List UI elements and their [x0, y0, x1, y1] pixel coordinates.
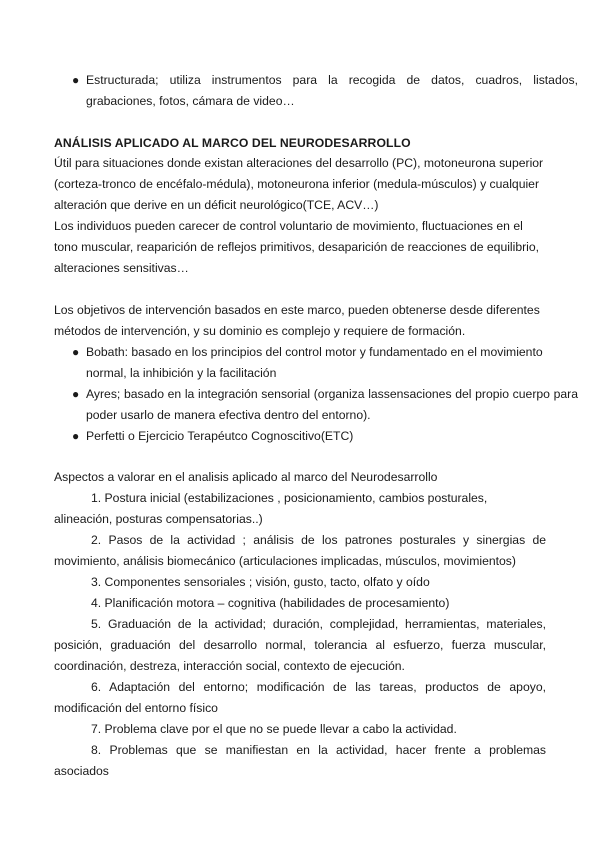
bullet-dot: ● [72, 345, 80, 359]
method-text: Perfetti o Ejercicio Terapéutco Cognoscitivo(ETC) [86, 429, 354, 443]
bullet-dot: ● [72, 429, 80, 443]
bullet-dot: ● [72, 387, 80, 401]
aspect-item-6: 6. Adaptación del entorno; modificación de las tareas, productos de apoyo, modificación del entorno físico [54, 680, 546, 715]
aspect-item-3: 3. Componentes sensoriales ; visión, gusto, tacto, olfato y oído [91, 575, 430, 589]
method-bullet-bobath [54, 342, 578, 384]
aspect-item-5: 5. Graduación de la actividad; duración, complejidad, herramientas, materiales, posición, graduación del desarrollo normal, tolerancia al esfuerzo, fuerza muscular, coordinación, destreza, interacción social, contexto de ejecución. [54, 617, 546, 673]
paragraph-3: Los objetivos de intervención basados en este marco, pueden obtenerse desde diferentes métodos de intervención, y su dominio es complejo y requiere de formación. [54, 303, 540, 338]
method-bullet-perfetti [54, 426, 578, 447]
aspect-item-2: 2. Pasos de la actividad ; análisis de los patrones posturales y sinergias de movimiento, análisis biomecánico (articulaciones implicadas, músculos, movimientos) [54, 533, 546, 568]
method-bullet-ayres [54, 384, 578, 426]
intro-bullet [54, 70, 578, 112]
aspect-item-8: 8. Problemas que se manifiestan en la actividad, hacer frente a problemas asociados [54, 743, 546, 778]
aspect-item-1: 1. Postura inicial (estabilizaciones , posicionamiento, cambios posturales, alineación, posturas compensatorias..) [54, 491, 488, 526]
aspect-item-7: 7. Problema clave por el que no se puede llevar a cabo la actividad. [91, 722, 457, 736]
aspect-item-4: 4. Planificación motora – cognitiva (habilidades de procesamiento) [91, 596, 450, 610]
section-heading: ANÁLISIS APLICADO AL MARCO DEL NEURODESARROLLO [54, 136, 411, 150]
paragraph-2: Los individuos pueden carecer de control voluntario de movimiento, fluctuaciones en el tono muscular, reaparición de reflejos primitivos, desaparición de reacciones de equilibrio, alteraciones sensitivas… [54, 219, 540, 275]
bullet-dot: ● [72, 73, 80, 87]
paragraph-1: Útil para situaciones donde existan alteraciones del desarrollo (PC), motoneurona superior (corteza-tronco de encéfalo-médula), motoneurona inferior (medula-músculos) y cualquier alteración que derive en un déficit neurológico(TCE, ACV…) [54, 156, 544, 212]
method-text: Ayres; basado en la integración sensorial (organiza lassensaciones del propio cuerpo para poder usarlo de manera efectiva dentro del entorno). [86, 387, 578, 422]
aspects-intro: Aspectos a valorar en el analisis aplicado al marco del Neurodesarrollo [54, 470, 438, 484]
method-text: Bobath: basado en los principios del control motor y fundamentado en el movimiento normal, la inhibición y la facilitación [86, 345, 543, 380]
intro-bullet-text: Estructurada; utiliza instrumentos para la recogida de datos, cuadros, listados, grabaciones, fotos, cámara de video… [86, 73, 578, 108]
